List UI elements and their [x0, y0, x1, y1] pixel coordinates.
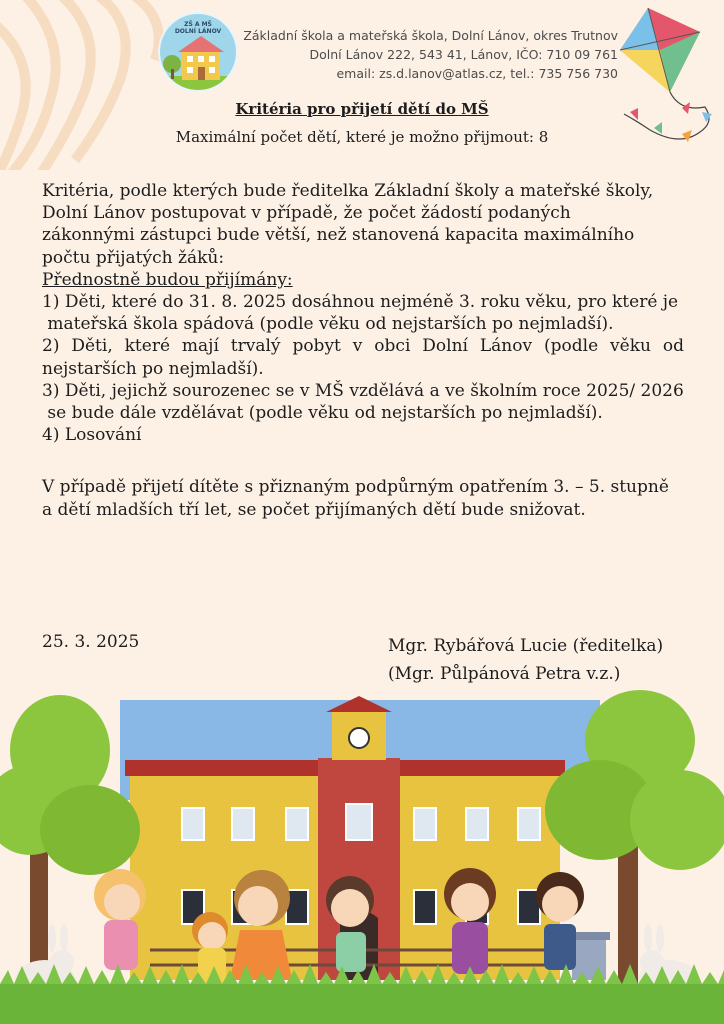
intro-line: Dolní Lánov postupovat v případě, že počet žádostí podaných [42, 203, 571, 224]
header-contact: email: zs.d.lanov@atlas.cz, tel.: 735 756 730 [336, 66, 618, 81]
signature-principal: Mgr. Rybářová Lucie (ředitelka) [388, 636, 664, 656]
school-header [240, 26, 618, 83]
logo-text: ZŠ A MŠ DOLNÍ LÁNOV [174, 21, 222, 35]
page-title: Kritéria pro přijetí dětí do MŠ [235, 100, 489, 118]
criterion-2-line-1: 2) Děti, které mají trvalý pobyt v obci Dolní Lánov (podle věku od [42, 336, 684, 357]
signature-deputy: (Mgr. Půlpánová Petra v.z.) [388, 664, 621, 684]
criterion-3-line-2: se bude dále vzdělávat (podle věku od nejstarších po nejmladší). [42, 403, 603, 424]
school-building-illustration [0, 680, 724, 1024]
document-date: 25. 3. 2025 [42, 632, 140, 652]
criterion-1-line-1: 1) Děti, které do 31. 8. 2025 dosáhnou nejméně 3. roku věku, pro které je [42, 292, 679, 313]
logo-house-icon [160, 14, 236, 90]
header-address: Dolní Lánov 222, 543 41, Lánov, IČO: 710 09 761 [309, 47, 618, 62]
criterion-3-line-1: 3) Děti, jejichž sourozenec se v MŠ vzdělává a ve školním roce 2025/ 2026 [42, 380, 684, 401]
criterion-1-line-2: mateřská škola spádová (podle věku od nejstarších po nejmladší). [42, 314, 614, 335]
intro-line: Kritéria, podle kterých bude ředitelka Základní školy a mateřské školy, [42, 181, 654, 201]
priority-heading: Přednostně budou přijímány: [42, 269, 293, 290]
criterion-4: 4) Losování [42, 425, 142, 446]
header-school-name: Základní škola a mateřská škola, Dolní Lánov, okres Trutnov [243, 28, 618, 43]
intro-line: zákonnými zástupci bude větší, než stanovená kapacita maximálního [42, 225, 635, 246]
criteria-body [42, 180, 684, 521]
criterion-2-line-2: nejstarších po nejmladší). [42, 358, 264, 379]
capacity-subtitle: Maximální počet dětí, které je možno přijmout: 8 [175, 128, 549, 146]
intro-line: počtu přijatých žáků: [42, 247, 225, 268]
note-line: a dětí mladších tří let, se počet přijímaných dětí bude snižovat. [42, 499, 586, 520]
school-logo [160, 14, 236, 90]
note-line: V případě přijetí dítěte s přiznaným podpůrným opatřením 3. – 5. stupně [42, 477, 669, 498]
